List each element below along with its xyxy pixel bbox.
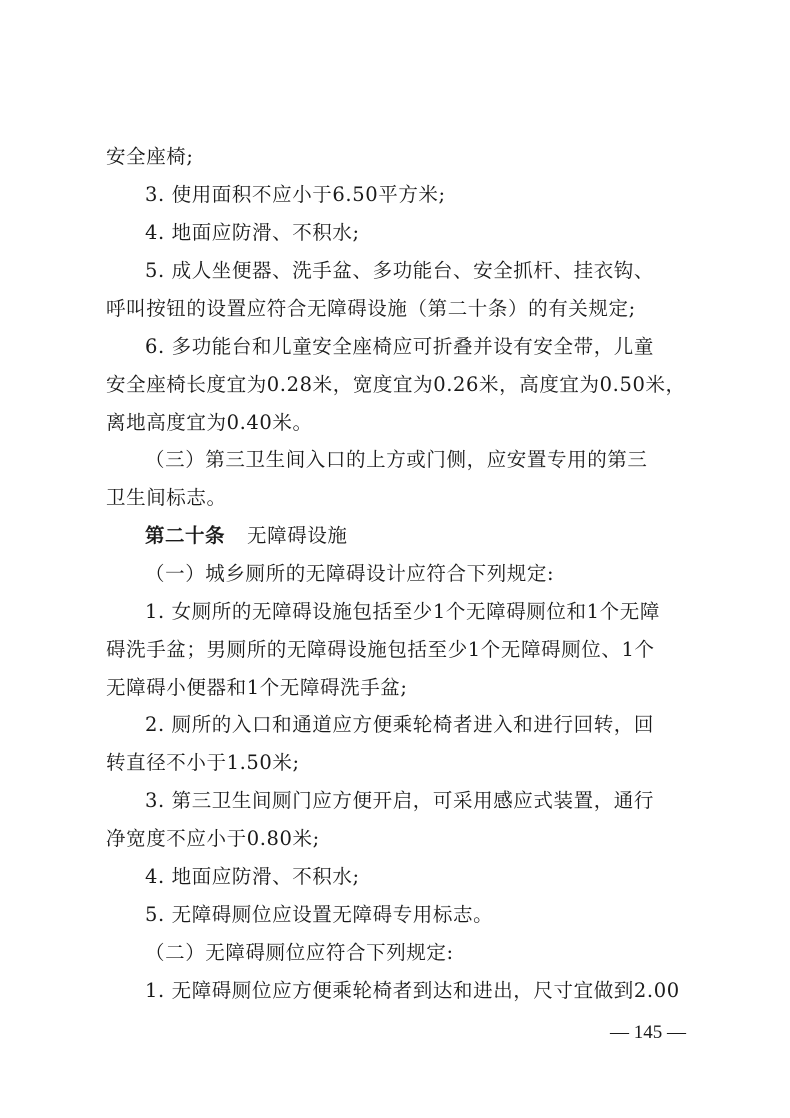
text-line: （一）城乡厕所的无障碍设计应符合下列规定: (145, 562, 555, 585)
text-line: 5. 成人坐便器、洗手盆、多功能台、安全抓杆、挂衣钩、 (145, 259, 655, 282)
text-line: 5. 无障碍厕位应设置无障碍专用标志。 (145, 903, 494, 926)
text-line: 净宽度不应小于0.80米; (106, 827, 320, 850)
text-line: 4. 地面应防滑、不积水; (145, 865, 360, 888)
text-line: 1. 女厕所的无障碍设施包括至少1个无障碍厕位和1个无障 (145, 600, 660, 623)
text-line: 碍洗手盆；男厕所的无障碍设施包括至少1个无障碍厕位、1个 (106, 638, 655, 661)
text-line: 6. 多功能台和儿童安全座椅应可折叠并设有安全带，儿童 (145, 335, 655, 358)
text-line: 呼叫按钮的设置应符合无障碍设施（第二十条）的有关规定; (106, 297, 636, 320)
text-line: 4. 地面应防滑、不积水; (145, 221, 360, 244)
text-line: 1. 无障碍厕位应方便乘轮椅者到达和进出，尺寸宜做到2.00 (145, 979, 680, 1002)
section-heading (145, 517, 684, 555)
text-line: 卫生间标志。 (106, 486, 227, 509)
text-line: 安全座椅长度宜为0.28米，宽度宜为0.26米，高度宜为0.50米， (106, 373, 686, 396)
text-line: （三）第三卫生间入口的上方或门侧，应安置专用的第三 (145, 448, 648, 471)
section-heading-number: 第二十条 (145, 524, 226, 547)
text-line: （二）无障碍厕位应符合下列规定: (145, 941, 454, 964)
text-line: 无障碍小便器和1个无障碍洗手盆; (106, 676, 408, 699)
text-line: 安全座椅; (106, 145, 194, 168)
text-line: 2. 厕所的入口和通道应方便乘轮椅者进入和进行回转，回 (145, 713, 655, 736)
text-line: 3. 第三卫生间厕门应方便开启，可采用感应式装置，通行 (145, 789, 655, 812)
text-line: 转直径不小于1.50米; (106, 751, 300, 774)
page-number: — 145 — (610, 1022, 686, 1043)
text-line: 离地高度宜为0.40米。 (106, 411, 313, 434)
section-heading-title: 无障碍设施 (247, 524, 348, 547)
text-line: 3. 使用面积不应小于6.50平方米; (145, 183, 446, 206)
